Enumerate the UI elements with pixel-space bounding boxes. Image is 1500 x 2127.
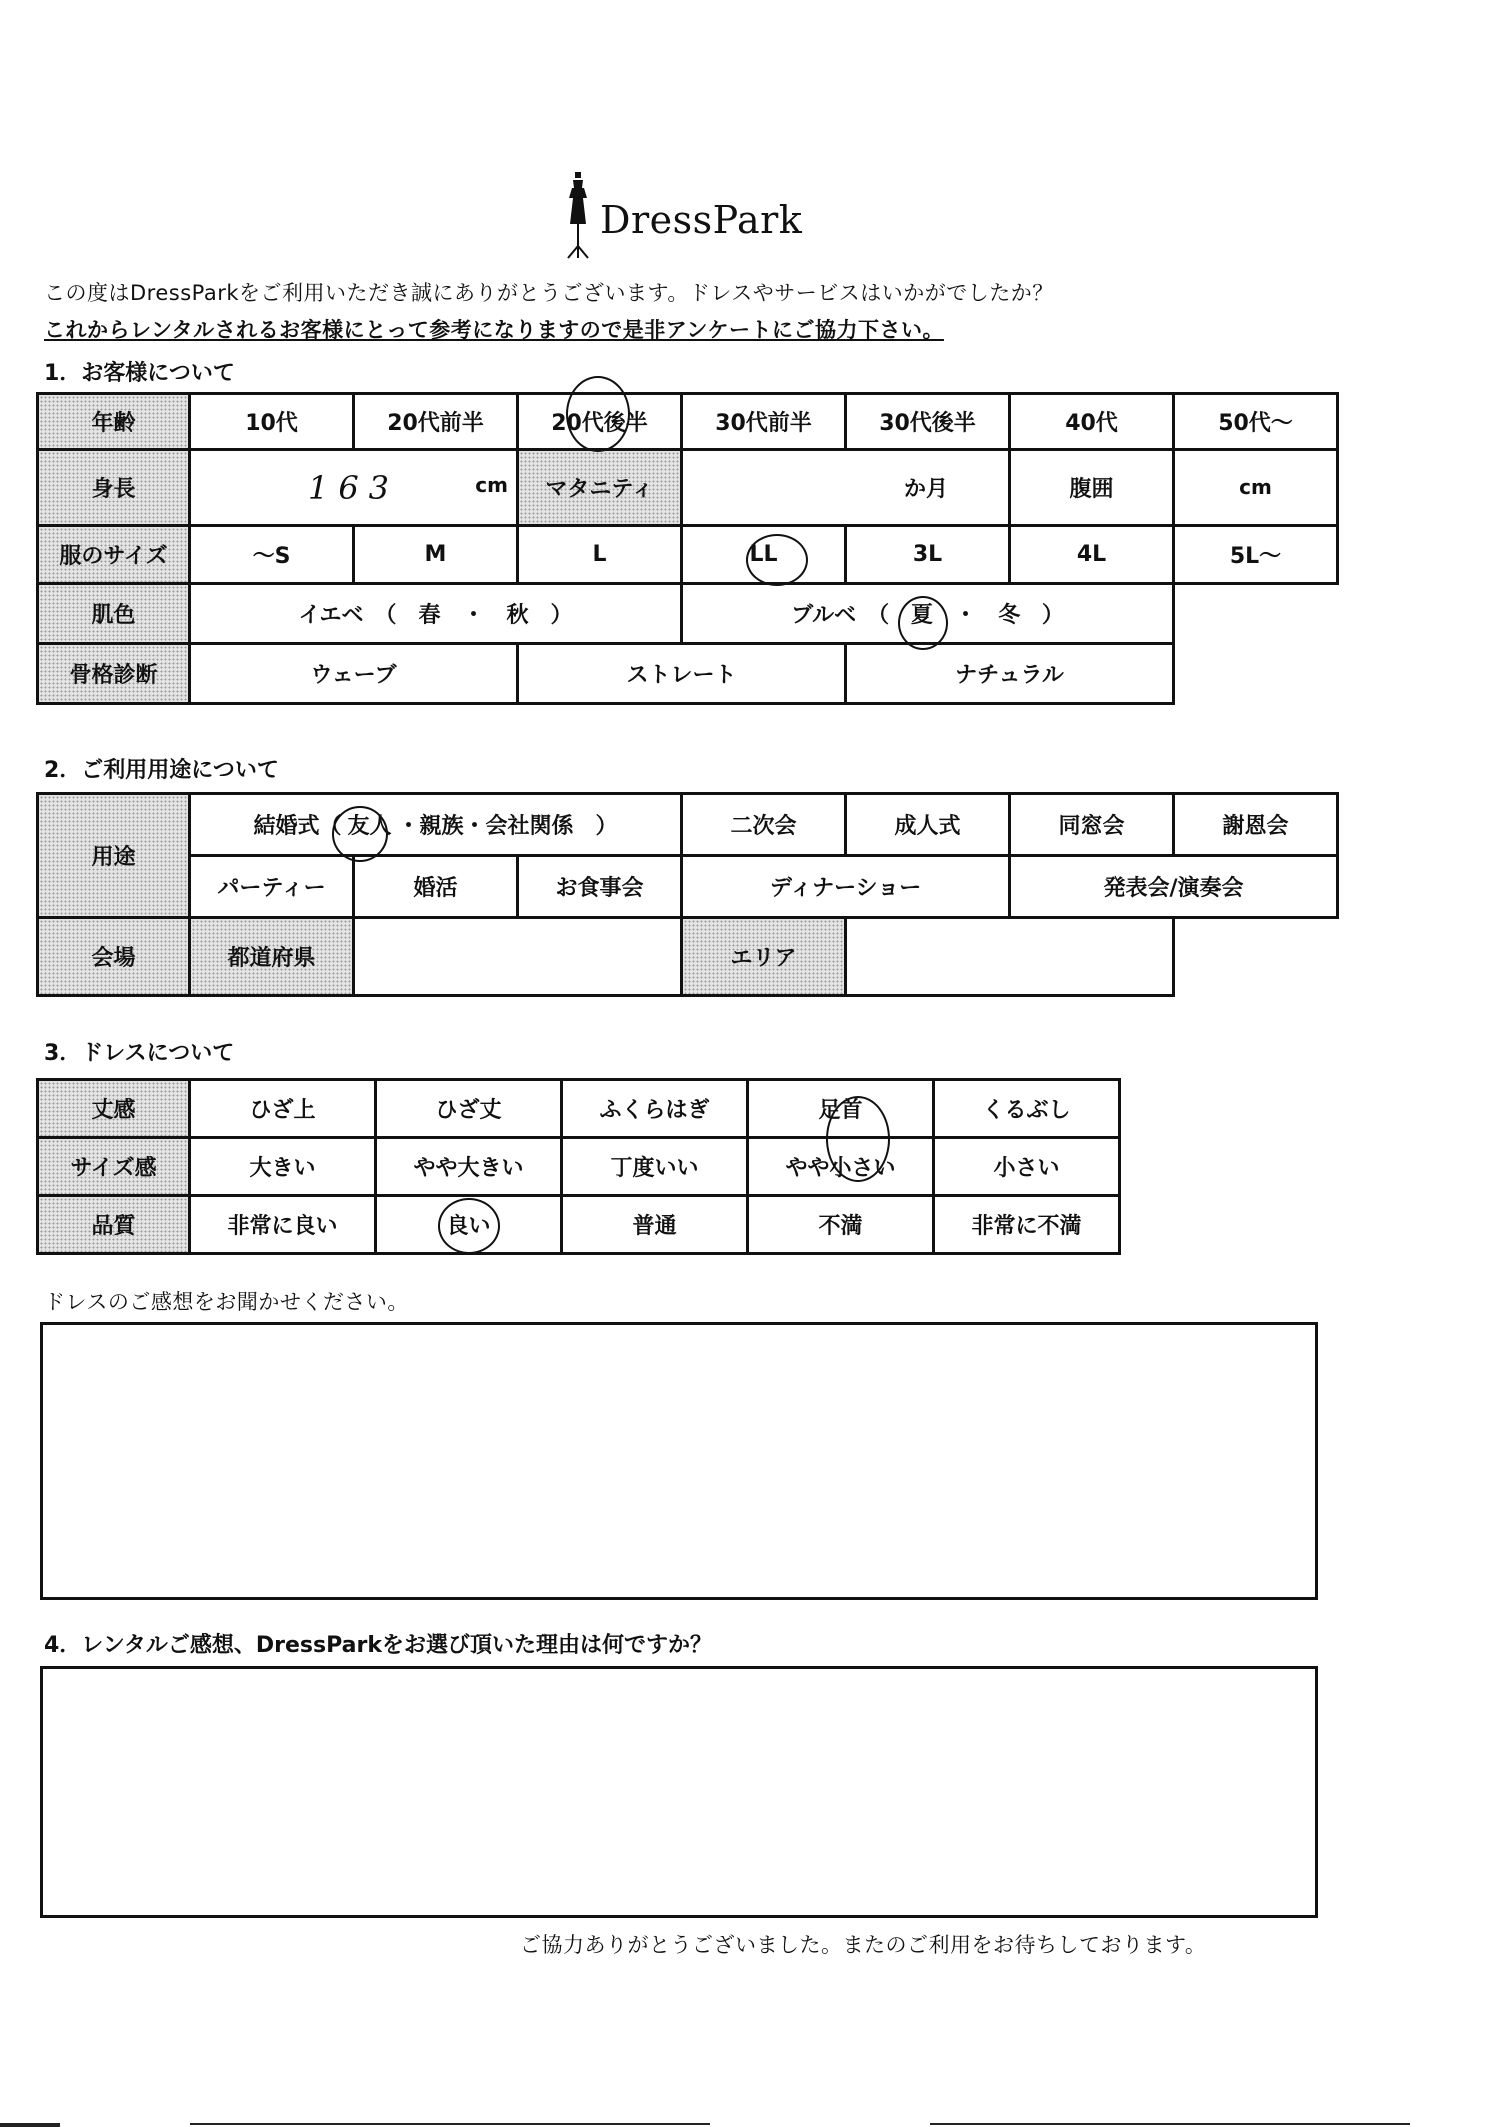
purpose-label: 用途	[38, 794, 190, 918]
size-option-4l[interactable]: 4L	[1010, 526, 1174, 584]
waist-unit: cm	[1239, 475, 1272, 499]
age-option-late-30s[interactable]: 30代後半	[846, 394, 1010, 450]
height-unit: cm	[475, 473, 508, 497]
skin-empty	[1174, 584, 1338, 644]
prefecture-label: 都道府県	[190, 918, 354, 996]
length-option-calf[interactable]: ふくらはぎ	[562, 1080, 748, 1138]
quality-option-very-good[interactable]: 非常に良い	[190, 1196, 376, 1254]
size-option-ll[interactable]: LL	[682, 526, 846, 584]
age-option-late-20s[interactable]: 20代後半	[518, 394, 682, 450]
maternity-months-field[interactable]	[682, 450, 1010, 526]
age-option-early-30s[interactable]: 30代前半	[682, 394, 846, 450]
fit-label: サイズ感	[38, 1138, 190, 1196]
purpose-dinner-show[interactable]: ディナーショー	[682, 856, 1010, 918]
impression-prompt: ドレスのご感想をお聞かせください。	[44, 1290, 409, 1314]
purpose-afterparty[interactable]: 二次会	[682, 794, 846, 856]
quality-option-good[interactable]: 良い	[376, 1196, 562, 1254]
size-option-5l[interactable]: 5L～	[1174, 526, 1338, 584]
skin-blue-sep: ・	[954, 603, 977, 628]
skeleton-empty	[1174, 644, 1338, 704]
fit-option-small[interactable]: 小さい	[934, 1138, 1120, 1196]
quality-option-unsatisfied[interactable]: 不満	[748, 1196, 934, 1254]
prefecture-field[interactable]	[354, 918, 682, 996]
age-label: 年齢	[38, 394, 190, 450]
section4-title: 4．レンタルご感想、DressParkをお選び頂いた理由は何ですか？	[44, 1633, 712, 1658]
length-option-knee[interactable]: ひざ丈	[376, 1080, 562, 1138]
footer-thanks: ご協力ありがとうございました。またのご利用をお待ちしております。	[520, 1933, 1207, 1957]
brand-logo	[560, 172, 820, 262]
fit-option-large[interactable]: 大きい	[190, 1138, 376, 1196]
skeleton-label: 骨格診断	[38, 644, 190, 704]
quality-option-very-unsatisfied[interactable]: 非常に不満	[934, 1196, 1120, 1254]
length-option-anklebone[interactable]: くるぶし	[934, 1080, 1120, 1138]
wedding-prefix: 結婚式（	[253, 814, 342, 839]
area-label: エリア	[682, 918, 846, 996]
skeleton-option-wave[interactable]: ウェーブ	[190, 644, 518, 704]
skeleton-option-straight[interactable]: ストレート	[518, 644, 846, 704]
age-option-40s[interactable]: 40代	[1010, 394, 1174, 450]
section3-title: 3．ドレスについて	[44, 1041, 235, 1066]
fit-option-slightly-small[interactable]: やや小さい	[748, 1138, 934, 1196]
reason-textbox[interactable]	[40, 1666, 1318, 1918]
scan-edge-line	[190, 2123, 710, 2125]
height-value: 163	[307, 468, 400, 507]
quality-option-average[interactable]: 普通	[562, 1196, 748, 1254]
venue-empty	[1174, 918, 1338, 996]
skin-blue-base[interactable]	[682, 584, 1174, 644]
skin-blue-close: ）	[1041, 603, 1064, 628]
section2-title: 2．ご利用用途について	[44, 758, 279, 783]
venue-label: 会場	[38, 918, 190, 996]
usage-table	[36, 792, 1339, 997]
scan-edge-line-right	[930, 2123, 1410, 2125]
scan-edge-mark	[0, 2123, 60, 2127]
purpose-thank-you-party[interactable]: 謝恩会	[1174, 794, 1338, 856]
skeleton-option-natural[interactable]: ナチュラル	[846, 644, 1174, 704]
fit-option-slightly-large[interactable]: やや大きい	[376, 1138, 562, 1196]
customer-info-table	[36, 392, 1339, 705]
skin-blue-summer[interactable]: 夏	[910, 603, 933, 628]
waist-field[interactable]	[1174, 450, 1338, 526]
size-option-m[interactable]: M	[354, 526, 518, 584]
purpose-wedding[interactable]	[190, 794, 682, 856]
intro-request: これからレンタルされるお客様にとって参考になりますので是非アンケートにご協力下さい。	[44, 318, 944, 342]
wedding-friend-option[interactable]: 友人	[347, 814, 392, 839]
size-option-3l[interactable]: 3L	[846, 526, 1010, 584]
purpose-party[interactable]: パーティー	[190, 856, 354, 918]
size-label: 服のサイズ	[38, 526, 190, 584]
size-option-l[interactable]: L	[518, 526, 682, 584]
size-option-s[interactable]: ～S	[190, 526, 354, 584]
dress-mannequin-icon	[560, 172, 596, 260]
purpose-recital[interactable]: 発表会/演奏会	[1010, 856, 1338, 918]
length-option-ankle[interactable]: 足首	[748, 1080, 934, 1138]
skin-blue-winter[interactable]: 冬	[998, 603, 1021, 628]
age-option-early-20s[interactable]: 20代前半	[354, 394, 518, 450]
section1-title: 1．お客様について	[44, 361, 235, 386]
wedding-rest: ・親族・会社関係 ）	[397, 814, 618, 839]
skin-yellow-base[interactable]: イエベ （ 春 ・ 秋 ）	[190, 584, 682, 644]
age-option-50s-plus[interactable]: 50代～	[1174, 394, 1338, 450]
fit-option-just-right[interactable]: 丁度いい	[562, 1138, 748, 1196]
skin-blue-prefix: ブルベ （	[791, 603, 890, 628]
length-label: 丈感	[38, 1080, 190, 1138]
dress-table	[36, 1078, 1121, 1255]
maternity-label: マタニティ	[518, 450, 682, 526]
area-field[interactable]	[846, 918, 1174, 996]
skin-label: 肌色	[38, 584, 190, 644]
purpose-dinner[interactable]: お食事会	[518, 856, 682, 918]
waist-label: 腹囲	[1010, 450, 1174, 526]
purpose-reunion[interactable]: 同窓会	[1010, 794, 1174, 856]
height-label: 身長	[38, 450, 190, 526]
length-option-above-knee[interactable]: ひざ上	[190, 1080, 376, 1138]
age-option-10s[interactable]: 10代	[190, 394, 354, 450]
purpose-coming-of-age[interactable]: 成人式	[846, 794, 1010, 856]
maternity-months-unit: か月	[903, 477, 948, 502]
brand-name: DressPark	[600, 198, 803, 242]
quality-label: 品質	[38, 1196, 190, 1254]
height-field[interactable]	[190, 450, 518, 526]
intro-thanks: この度はDressParkをご利用いただき誠にありがとうございます。ドレスやサービスはいかがでしたか？	[44, 281, 1054, 305]
impression-textbox[interactable]	[40, 1322, 1318, 1600]
purpose-matchmaking[interactable]: 婚活	[354, 856, 518, 918]
